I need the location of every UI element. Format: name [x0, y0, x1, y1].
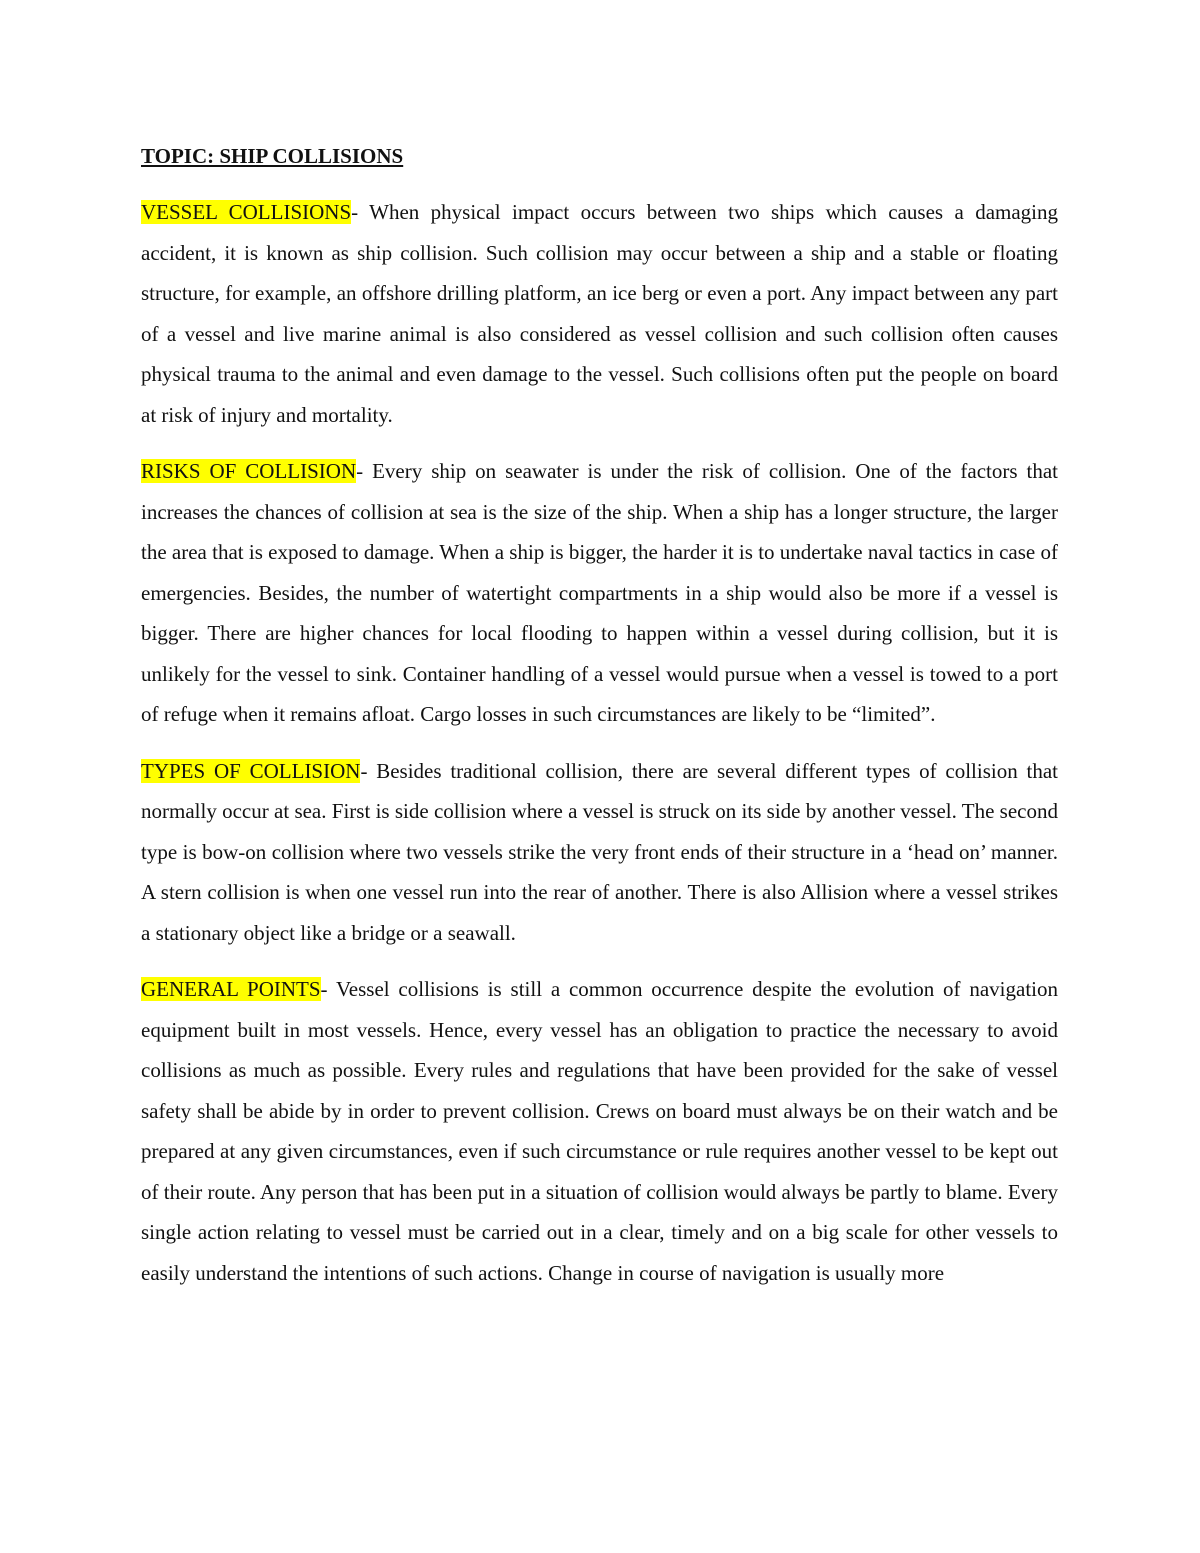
section-body: - Besides traditional collision, there are several different types of collision that normally occur at sea. First is side collision where a vessel is struck on its side by another vessel. The second type is bow-on collision where two vessels strike the very front ends of their structure in a ‘head on’ manner. A stern collision is when one vessel run into the rear of another. There is also Allision where a vessel strikes a stationary object like a bridge or a seawall.	[141, 758, 1058, 945]
section-body: - Every ship on seawater is under the risk of collision. One of the factors that increases the chances of collision at sea is the size of the ship. When a ship has a longer structure, the larger the area that is exposed to damage. When a ship is bigger, the harder it is to undertake naval tactics in case of emergencies. Besides, the number of watertight compartments in a ship would also be more if a vessel is bigger. There are higher chances for local flooding to happen within a vessel during collision, but it is unlikely for the vessel to sink. Container handling of a vessel would pursue when a vessel is towed to a port of refuge when it remains afloat. Cargo losses in such circumstances are likely to be “limited”.	[141, 459, 1058, 726]
section-types-of-collision	[141, 751, 1058, 954]
section-body: - When physical impact occurs between two ships which causes a damaging accident, it is known as ship collision. Such collision may occur between a ship and a stable or floating structure, for example, an offshore drilling platform, an ice berg or even a port. Any impact between any part of a vessel and live marine animal is also considered as vessel collision and such collision often causes physical trauma to the animal and even damage to the vessel. Such collisions often put the people on board at risk of injury and mortality.	[141, 200, 1058, 427]
document-title: TOPIC: SHIP COLLISIONS	[141, 144, 404, 168]
section-body: - Vessel collisions is still a common occurrence despite the evolution of navigation equipment built in most vessels. Hence, every vessel has an obligation to practice the necessary to avoid collisions as much as possible. Every rules and regulations that have been provided for the sake of vessel safety shall be abide by in order to prevent collision. Crews on board must always be on their watch and be prepared at any given circumstances, even if such circumstance or rule requires another vessel to be kept out of their route. Any person that has been put in a situation of collision would always be partly to blame. Every single action relating to vessel must be carried out in a clear, timely and on a big scale for other vessels to easily understand the intentions of such actions. Change in course of navigation is usually more	[141, 977, 1059, 1285]
section-heading-highlighted: TYPES OF COLLISION	[141, 758, 361, 783]
section-vessel-collisions	[141, 192, 1058, 435]
section-heading-highlighted: GENERAL POINTS	[141, 977, 321, 1001]
document-page	[141, 140, 1058, 1309]
section-general-points	[141, 969, 1058, 1293]
section-heading-highlighted: RISKS OF COLLISION	[141, 459, 357, 483]
section-heading-highlighted: VESSEL COLLISIONS	[141, 200, 352, 224]
section-risks-of-collision	[141, 451, 1058, 735]
